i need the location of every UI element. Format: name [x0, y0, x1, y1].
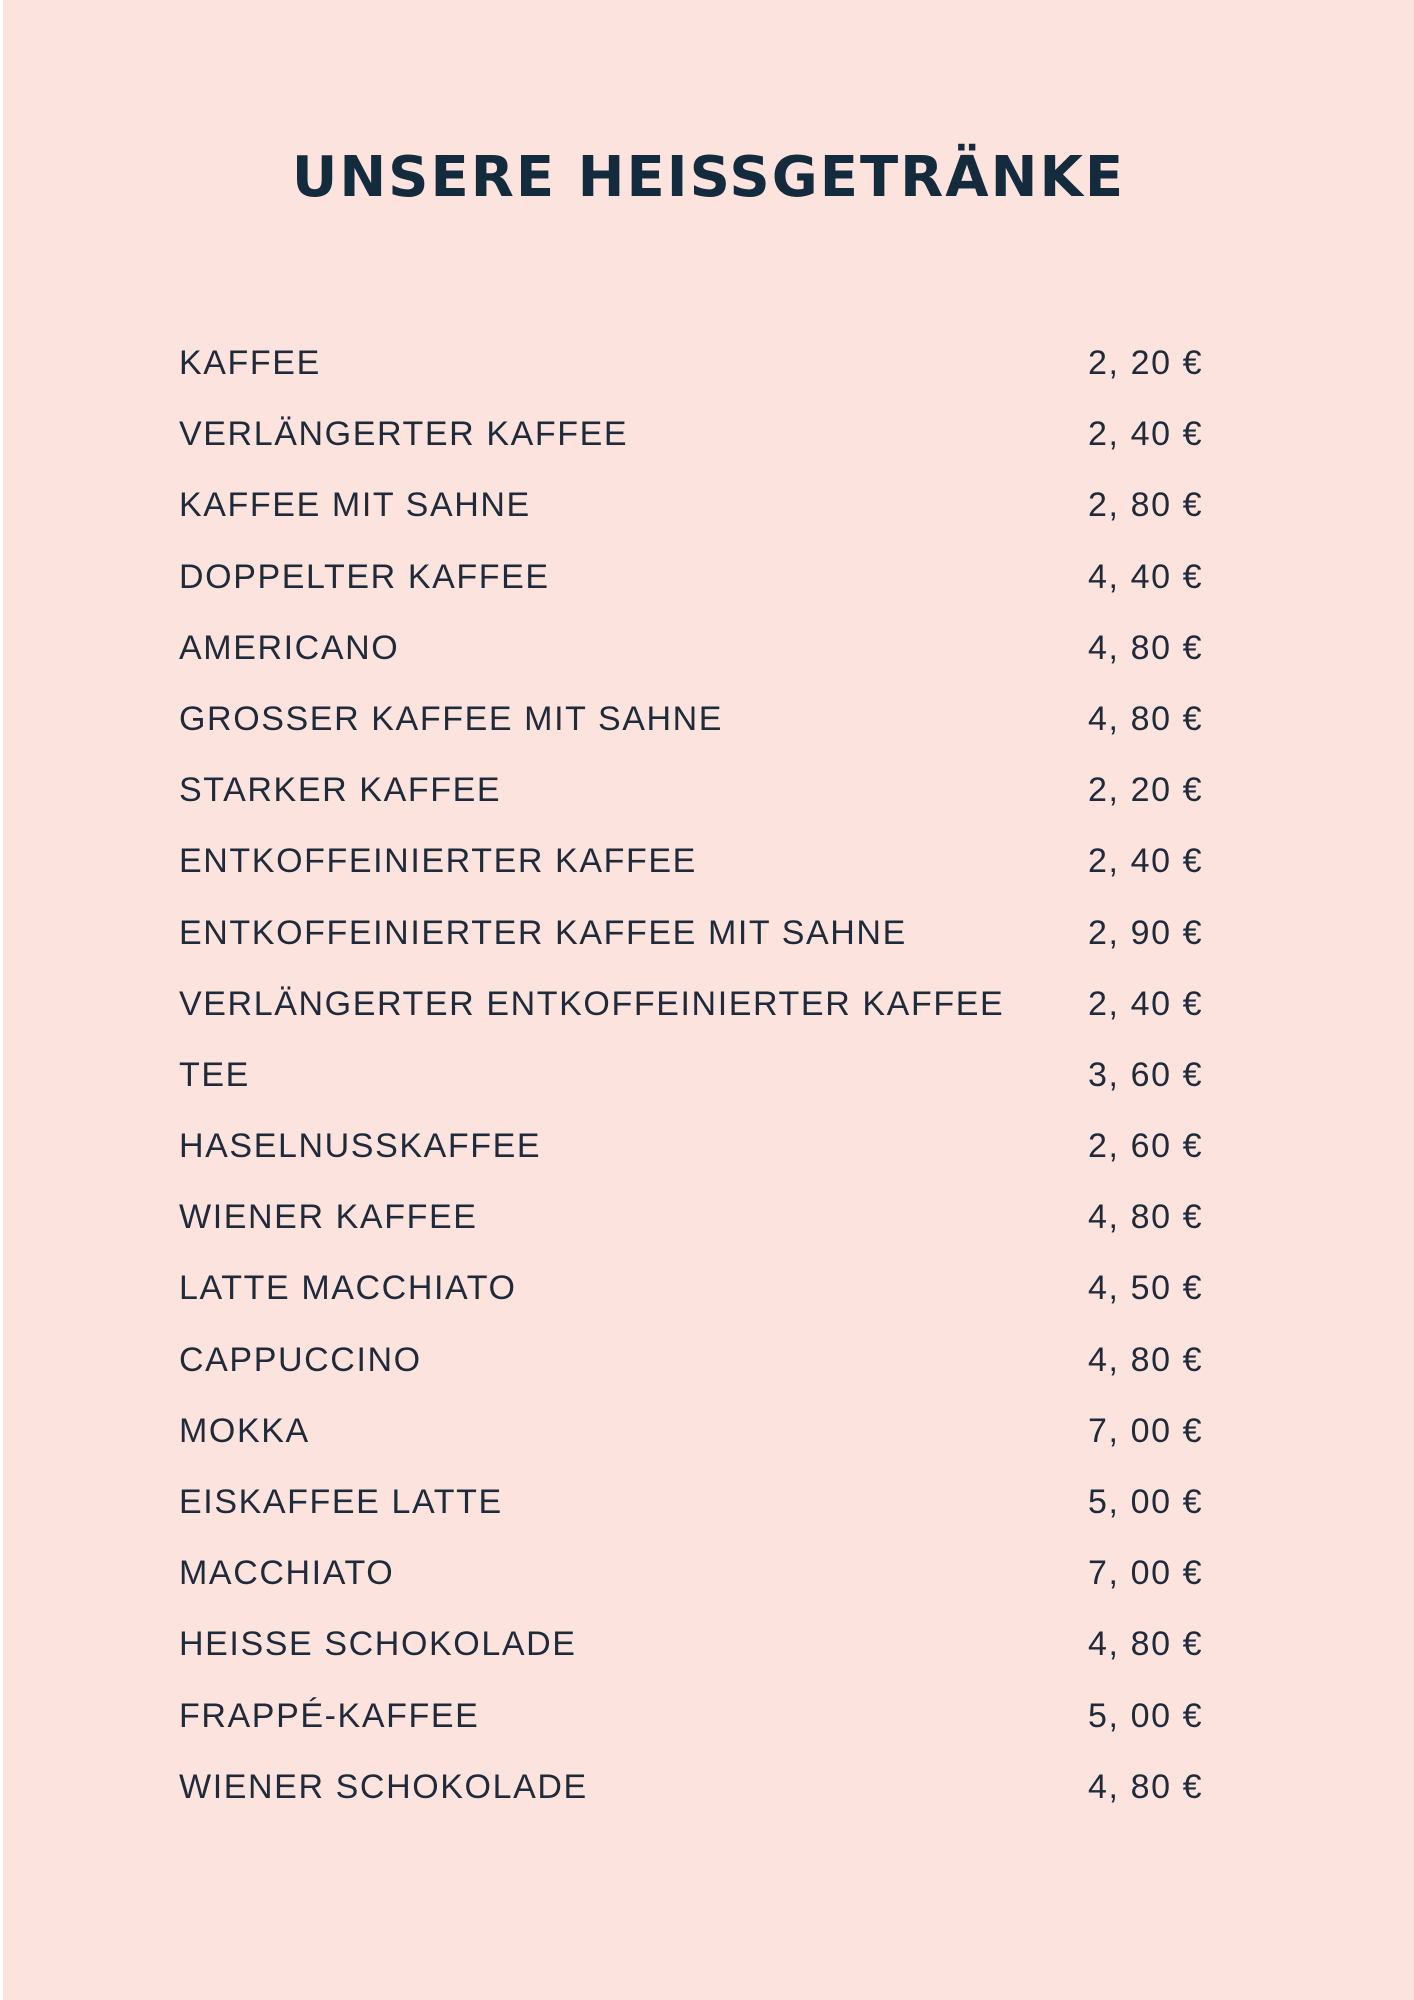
menu-item — [179, 1331, 1204, 1402]
menu-item — [179, 1259, 1204, 1330]
menu-page — [3, 0, 1414, 2000]
menu-item — [179, 1117, 1204, 1188]
item-price: 4, 40 € — [1088, 557, 1204, 596]
item-name: KAFFEE MIT SAHNE — [179, 486, 531, 525]
item-price: 7, 00 € — [1088, 1411, 1204, 1450]
item-name: GROSSER KAFFEE MIT SAHNE — [179, 699, 724, 738]
item-name: MACCHIATO — [179, 1554, 395, 1593]
item-price: 2, 80 € — [1088, 486, 1204, 525]
item-name: LATTE MACCHIATO — [179, 1269, 517, 1308]
item-price: 4, 80 € — [1088, 1340, 1204, 1379]
item-price: 4, 80 € — [1088, 1767, 1204, 1806]
item-name: KAFFEE — [179, 344, 321, 382]
menu-item — [179, 761, 1204, 832]
menu-item — [179, 1687, 1204, 1758]
item-price: 2, 20 € — [1088, 344, 1204, 382]
item-price: 5, 00 € — [1088, 1483, 1204, 1521]
item-name: TEE — [179, 1055, 250, 1094]
menu-item — [179, 1615, 1204, 1686]
menu-item — [179, 1402, 1204, 1473]
item-price: 4, 80 € — [1088, 1625, 1204, 1664]
menu-item — [179, 1758, 1204, 1829]
item-name: ENTKOFFEINIERTER KAFFEE — [179, 842, 697, 881]
menu-item — [179, 904, 1204, 975]
menu-item — [179, 1473, 1204, 1544]
menu-item — [179, 548, 1204, 619]
item-name: STARKER KAFFEE — [179, 771, 502, 810]
item-price: 4, 50 € — [1088, 1269, 1204, 1308]
item-name: ENTKOFFEINIERTER KAFFEE MIT SAHNE — [179, 913, 907, 952]
item-name: DOPPELTER KAFFEE — [179, 557, 550, 596]
item-price: 4, 80 € — [1088, 699, 1204, 738]
item-price: 4, 80 € — [1088, 1198, 1204, 1237]
menu-item — [179, 690, 1204, 761]
page-title: UNSERE HEISSGETRÄNKE — [291, 145, 1126, 210]
item-price: 3, 60 € — [1088, 1055, 1204, 1094]
menu-item — [179, 1544, 1204, 1615]
item-price: 7, 00 € — [1088, 1554, 1204, 1593]
item-name: EISKAFFEE LATTE — [179, 1483, 503, 1521]
item-name: WIENER SCHOKOLADE — [179, 1767, 588, 1806]
item-price: 2, 40 € — [1088, 842, 1204, 881]
item-name: WIENER KAFFEE — [179, 1198, 478, 1237]
menu-item — [179, 832, 1204, 903]
item-price: 2, 90 € — [1088, 913, 1204, 952]
drinks-list — [179, 334, 1204, 1829]
item-name: VERLÄNGERTER ENTKOFFEINIERTER KAFFEE — [179, 984, 1005, 1023]
item-name: FRAPPÉ-KAFFEE — [179, 1696, 480, 1735]
item-price: 2, 40 € — [1088, 984, 1204, 1023]
menu-item — [179, 405, 1204, 476]
menu-item — [179, 476, 1204, 547]
item-name: AMERICANO — [179, 628, 400, 667]
item-name: CAPPUCCINO — [179, 1340, 422, 1379]
menu-item — [179, 334, 1204, 405]
item-price: 5, 00 € — [1088, 1696, 1204, 1735]
menu-item — [179, 1046, 1204, 1117]
item-name: MOKKA — [179, 1411, 310, 1450]
item-price: 2, 40 € — [1088, 415, 1204, 454]
item-price: 2, 20 € — [1088, 771, 1204, 810]
item-price: 4, 80 € — [1088, 628, 1204, 667]
menu-item — [179, 1188, 1204, 1259]
item-price: 2, 60 € — [1088, 1127, 1204, 1166]
item-name: VERLÄNGERTER KAFFEE — [179, 415, 629, 454]
menu-item — [179, 619, 1204, 690]
menu-item — [179, 975, 1204, 1046]
item-name: HASELNUSSKAFFEE — [179, 1127, 542, 1166]
item-name: HEISSE SCHOKOLADE — [179, 1625, 577, 1664]
